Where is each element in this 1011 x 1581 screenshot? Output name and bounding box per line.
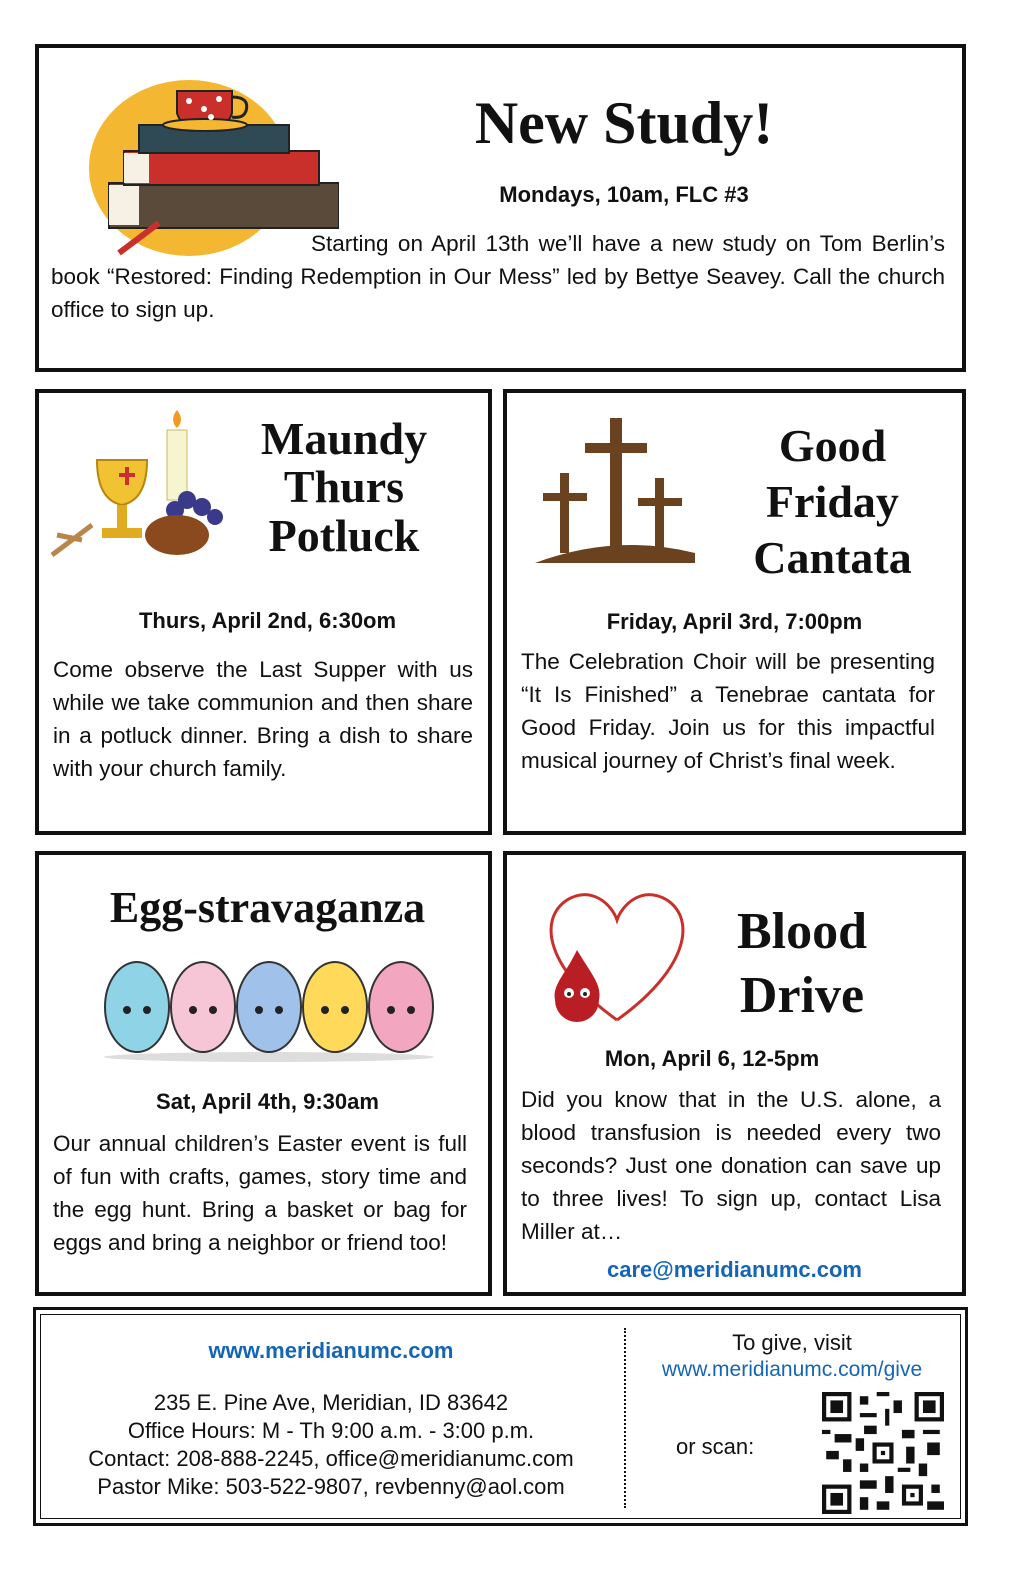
blood-drive-box <box>503 851 966 1296</box>
qr-code-icon[interactable] <box>822 1392 944 1514</box>
blood-drive-title-line: Blood <box>736 903 868 960</box>
give-label: To give, visit <box>732 1330 852 1355</box>
egg-title: Egg-stravaganza <box>109 883 426 932</box>
maundy-box <box>35 389 492 835</box>
good-friday-box <box>503 389 966 835</box>
egg-box <box>35 851 492 1296</box>
website-link[interactable]: www.meridianumc.com <box>208 1338 454 1363</box>
blood-drive-title <box>707 900 897 1028</box>
maundy-when: Thurs, April 2nd, 6:30om <box>138 608 397 633</box>
good-friday-body: The Celebration Choir will be presenting “It Is Finished” a Tenebrae cantata for Good Friday. Join us for this impactful musical journey of Christ’s final week. <box>521 649 935 773</box>
good-friday-when: Friday, April 3rd, 7:00pm <box>606 609 863 634</box>
divider <box>624 1328 626 1508</box>
scan-label: or scan: <box>676 1434 755 1459</box>
give-link[interactable]: www.meridianumc.com/give <box>661 1358 923 1381</box>
blood-drive-when: Mon, April 6, 12-5pm <box>604 1046 820 1071</box>
pastor-text: Pastor Mike: 503-522-9807, revbenny@aol.com <box>97 1474 565 1499</box>
new-study-title: New Study! <box>474 90 774 156</box>
maundy-title-line: Maundy <box>260 413 428 464</box>
communion-icon <box>47 405 247 565</box>
office-hours-text: Office Hours: M - Th 9:00 a.m. - 3:00 p.m. <box>127 1418 535 1443</box>
easter-eggs-icon <box>99 955 439 1065</box>
egg-when: Sat, April 4th, 9:30am <box>156 1089 379 1114</box>
address-text: 235 E. Pine Ave, Meridian, ID 83642 <box>153 1390 509 1415</box>
footer-box <box>33 1307 968 1526</box>
maundy-title-line: Thurs <box>283 461 405 513</box>
new-study-when: Mondays, 10am, FLC #3 <box>499 182 749 207</box>
good-friday-title-line: Friday <box>766 476 899 527</box>
new-study-body: Starting on April 13th we’ll have a new study on Tom Berlin’s book “Restored: Finding Redemption in Our Mess” led by Bettye Seavey. Call the church office to sign up. <box>51 231 945 322</box>
good-friday-title-line: Cantata <box>753 532 912 583</box>
maundy-title <box>244 415 444 560</box>
blood-drive-title-line: Drive <box>739 967 865 1024</box>
maundy-title-line: Potluck <box>268 509 420 561</box>
blood-drive-body: Did you know that in the U.S. alone, a blood transfusion is needed every two seconds? Just one donation can save up to three lives! To sign up, contact Lisa Miller at… <box>521 1087 941 1244</box>
new-study-box <box>35 44 966 372</box>
blood-drive-email-link[interactable]: care@meridianumc.com <box>607 1257 862 1282</box>
maundy-body: Come observe the Last Supper with us while we take communion and then share in a potluck dinner. Bring a dish to share with your church family. <box>53 657 473 781</box>
good-friday-title-line: Good <box>778 420 887 471</box>
good-friday-title <box>725 418 940 586</box>
egg-body: Our annual children’s Easter event is full of fun with crafts, games, story time and the egg hunt. Bring a basket or bag for eggs and bring a neighbor or friend too! <box>53 1131 467 1255</box>
three-crosses-icon <box>535 413 695 563</box>
contact-text: Contact: 208-888-2245, office@meridianumc.com <box>88 1446 574 1471</box>
blood-drop-heart-icon <box>537 880 697 1030</box>
